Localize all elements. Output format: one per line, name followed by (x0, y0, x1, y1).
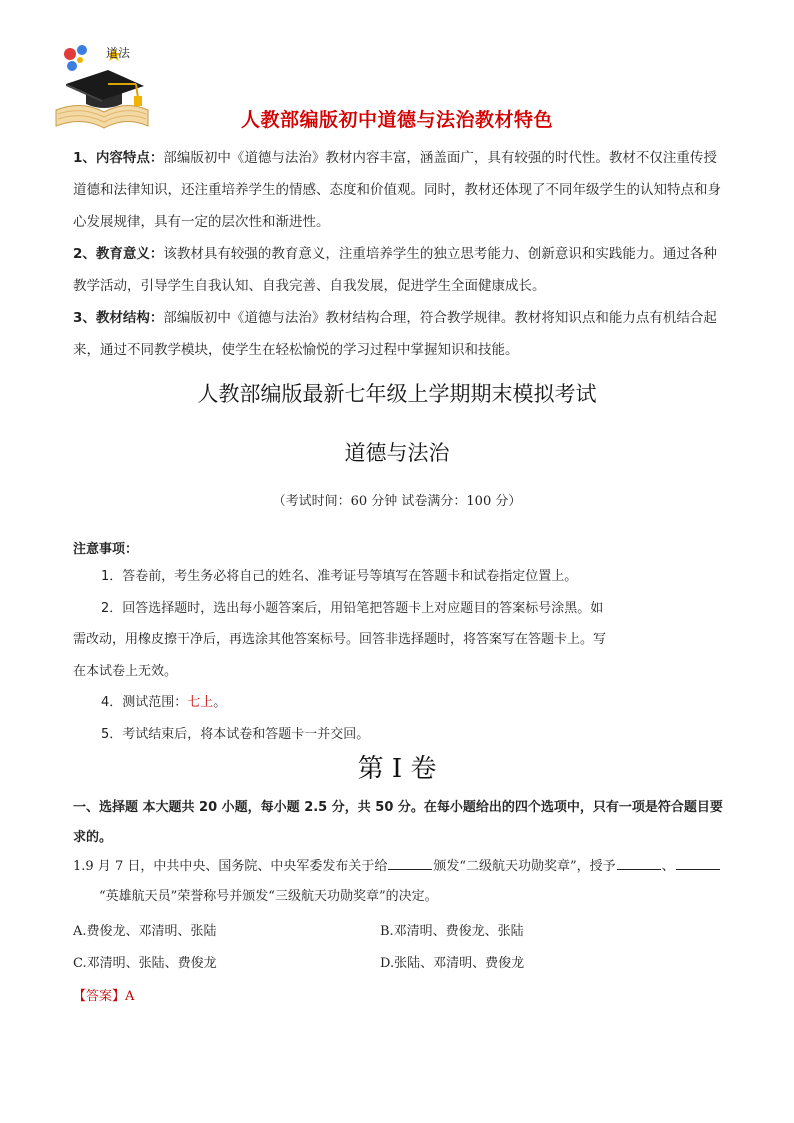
scope-label: 4．测试范围： (101, 695, 188, 710)
volume-heading: 第 I 卷 (357, 754, 437, 784)
feature-head: 2、教育意义： (73, 246, 164, 262)
logo-label: 道法 (106, 46, 131, 60)
notice-item-continuation: 需改动，用橡皮擦干净后，再选涂其他答案标号。回答非选择题时，将答案写在答题卡上。写 (73, 632, 607, 647)
question-text: 颁发“二级航天功勋奖章”，授予 (433, 859, 616, 874)
feature-text: 该教材具有较强的教育意义，注重培养学生的独立思考能力、创新意识和实践能力。通过各种教学活动，引导学生自我认知、自我完善、自我发展，促进学生全面健康成长。 (73, 246, 717, 294)
options-row (73, 916, 725, 948)
notice-item-continuation: 在本试卷上无效。 (73, 663, 178, 679)
scope-end: 。 (213, 695, 227, 710)
options-row (73, 948, 725, 980)
feature-head: 3、教材结构： (73, 310, 164, 326)
feature-head: 1、内容特点： (73, 150, 164, 166)
notice-item: 5．考试结束后，将本试卷和答题卡一并交回。 (101, 726, 370, 742)
feature-text: 部编版初中《道德与法治》教材内容丰富，涵盖面广，具有较强的时代性。教材不仅注重传授道德和法律知识，还注重培养学生的情感、态度和价值观。同时，教材还体现了不同年级学生的认知特点和身心发展规律，具有一定的层次性和渐进性。 (73, 150, 721, 230)
option-b: B.邓清明、费俊龙、张陆 (380, 924, 524, 939)
banner-title: 人教部编版初中道德与法治教材特色 (240, 109, 553, 131)
feature-item (73, 302, 723, 366)
notice-heading: 注意事项： (73, 542, 139, 557)
section-heading: 一、选择题 本大题共 20 小题，每小题 2.5 分，共 50 分。在每小题给出的四个选项中，只有一项是符合题目要求的。 (73, 800, 723, 845)
scope-value: 七上 (187, 695, 214, 710)
features-section (73, 142, 723, 366)
feature-item (73, 142, 723, 238)
option-c: C.邓清明、张陆、费俊龙 (73, 956, 217, 971)
notice-list (73, 561, 673, 750)
exam-subject: 道德与法治 (344, 441, 450, 465)
notice-item: 2．回答选择题时，选出每小题答案后，用铅笔把答题卡上对应题目的答案标号涂黑。如 (101, 600, 604, 616)
feature-text: 部编版初中《道德与法治》教材结构合理，符合教学规律。教材将知识点和能力点有机结合起来，通过不同教学模块，使学生在轻松愉悦的学习过程中掌握知识和技能。 (73, 310, 717, 358)
question-text: 、 (661, 859, 675, 874)
notice-item: 1．答卷前，考生务必将自己的姓名、准考证号等填写在答题卡和试卷指定位置上。 (101, 569, 578, 584)
answer: 【答案】A (73, 989, 135, 1004)
question-1 (73, 852, 725, 912)
option-d: D.张陆、邓清明、费俊龙 (380, 956, 525, 971)
exam-title: 人教部编版最新七年级上学期期末模拟考试 (197, 382, 597, 406)
options (73, 916, 725, 980)
feature-item (73, 238, 723, 302)
answer-blank (676, 855, 720, 870)
exam-info: （考试时间：60 分钟 试卷满分：100 分） (272, 494, 522, 509)
option-a: A.费俊龙、邓清明、张陆 (73, 924, 217, 939)
notice-item (73, 687, 673, 719)
question-stem-continuation: “英雄航天员”荣誉称号并颁发“三级航天功勋奖章”的决定。 (99, 889, 438, 904)
answer-blank (617, 855, 661, 870)
answer-blank (388, 855, 432, 870)
question-text: 1.9 月 7 日，中共中央、国务院、中央军委发布关于给 (73, 859, 388, 874)
question-stem (73, 852, 725, 882)
